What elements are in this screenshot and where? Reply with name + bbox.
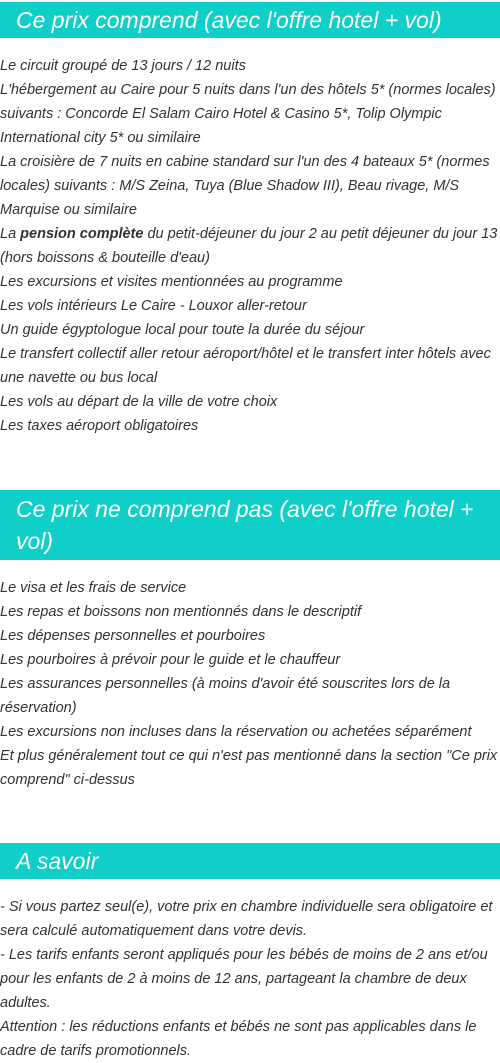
- list-item: Les excursions et visites mentionnées au programme: [0, 274, 343, 290]
- list-item: Les excursions non incluses dans la réservation ou achetées séparément: [0, 724, 472, 740]
- excludes-list: [0, 576, 500, 792]
- includes-heading: Ce prix comprend (avec l'offre hotel + vol): [0, 2, 500, 38]
- list-item: Les assurances personnelles (à moins d'avoir été souscrites lors de la réservation): [0, 676, 451, 716]
- info-heading: A savoir: [0, 843, 500, 879]
- info-paragraph: - Si vous partez seul(e), votre prix en chambre individuelle sera obligatoire et sera calculé automatiquement dans votre devis.: [0, 899, 493, 939]
- list-item: Un guide égyptologue local pour toute la durée du séjour: [0, 322, 365, 338]
- list-item: La croisière de 7 nuits en cabine standard sur l'un des 4 bateaux 5* (normes locales) suivants : M/S Zeina, Tuya (Blue Shadow III), Beau rivage, M/S Marquise ou similaire: [0, 154, 490, 218]
- list-item: Les vols intérieurs Le Caire - Louxor aller-retour: [0, 298, 307, 314]
- list-item: L'hébergement au Caire pour 5 nuits dans l'un des hôtels 5* (normes locales) suivants : Concorde El Salam Cairo Hotel & Casino 5*, Tolip Olympic International city 5* ou similaire: [0, 82, 496, 146]
- list-item: Le visa et les frais de service: [0, 580, 187, 596]
- bold-text: pension complète: [20, 226, 144, 242]
- info-body: [0, 895, 500, 1063]
- includes-list: [0, 54, 500, 438]
- list-item: Les dépenses personnelles et pourboires: [0, 628, 266, 644]
- list-item: Les taxes aéroport obligatoires: [0, 418, 199, 434]
- excludes-heading: Ce prix ne comprend pas (avec l'offre hotel + vol): [0, 490, 500, 560]
- list-item: Les pourboires à prévoir pour le guide et le chauffeur: [0, 652, 341, 668]
- list-item: Les repas et boissons non mentionnés dans le descriptif: [0, 604, 362, 620]
- list-item: Et plus généralement tout ce qui n'est pas mentionné dans la section "Ce prix comprend" ci-dessus: [0, 748, 498, 788]
- info-paragraph: Attention : les réductions enfants et bébés ne sont pas applicables dans le cadre de tarifs promotionnels.: [0, 1019, 477, 1059]
- list-item: Le circuit groupé de 13 jours / 12 nuits: [0, 58, 246, 74]
- list-item: Les vols au départ de la ville de votre choix: [0, 394, 278, 410]
- list-item: Le transfert collectif aller retour aéroport/hôtel et le transfert inter hôtels avec une navette ou bus local: [0, 346, 491, 386]
- list-item: La pension complète du petit-déjeuner du jour 2 au petit déjeuner du jour 13 (hors boissons & bouteille d'eau): [0, 226, 498, 266]
- info-paragraph: - Les tarifs enfants seront appliqués pour les bébés de moins de 2 ans et/ou pour les enfants de 2 à moins de 12 ans, partageant la chambre de deux adultes.: [0, 947, 488, 1011]
